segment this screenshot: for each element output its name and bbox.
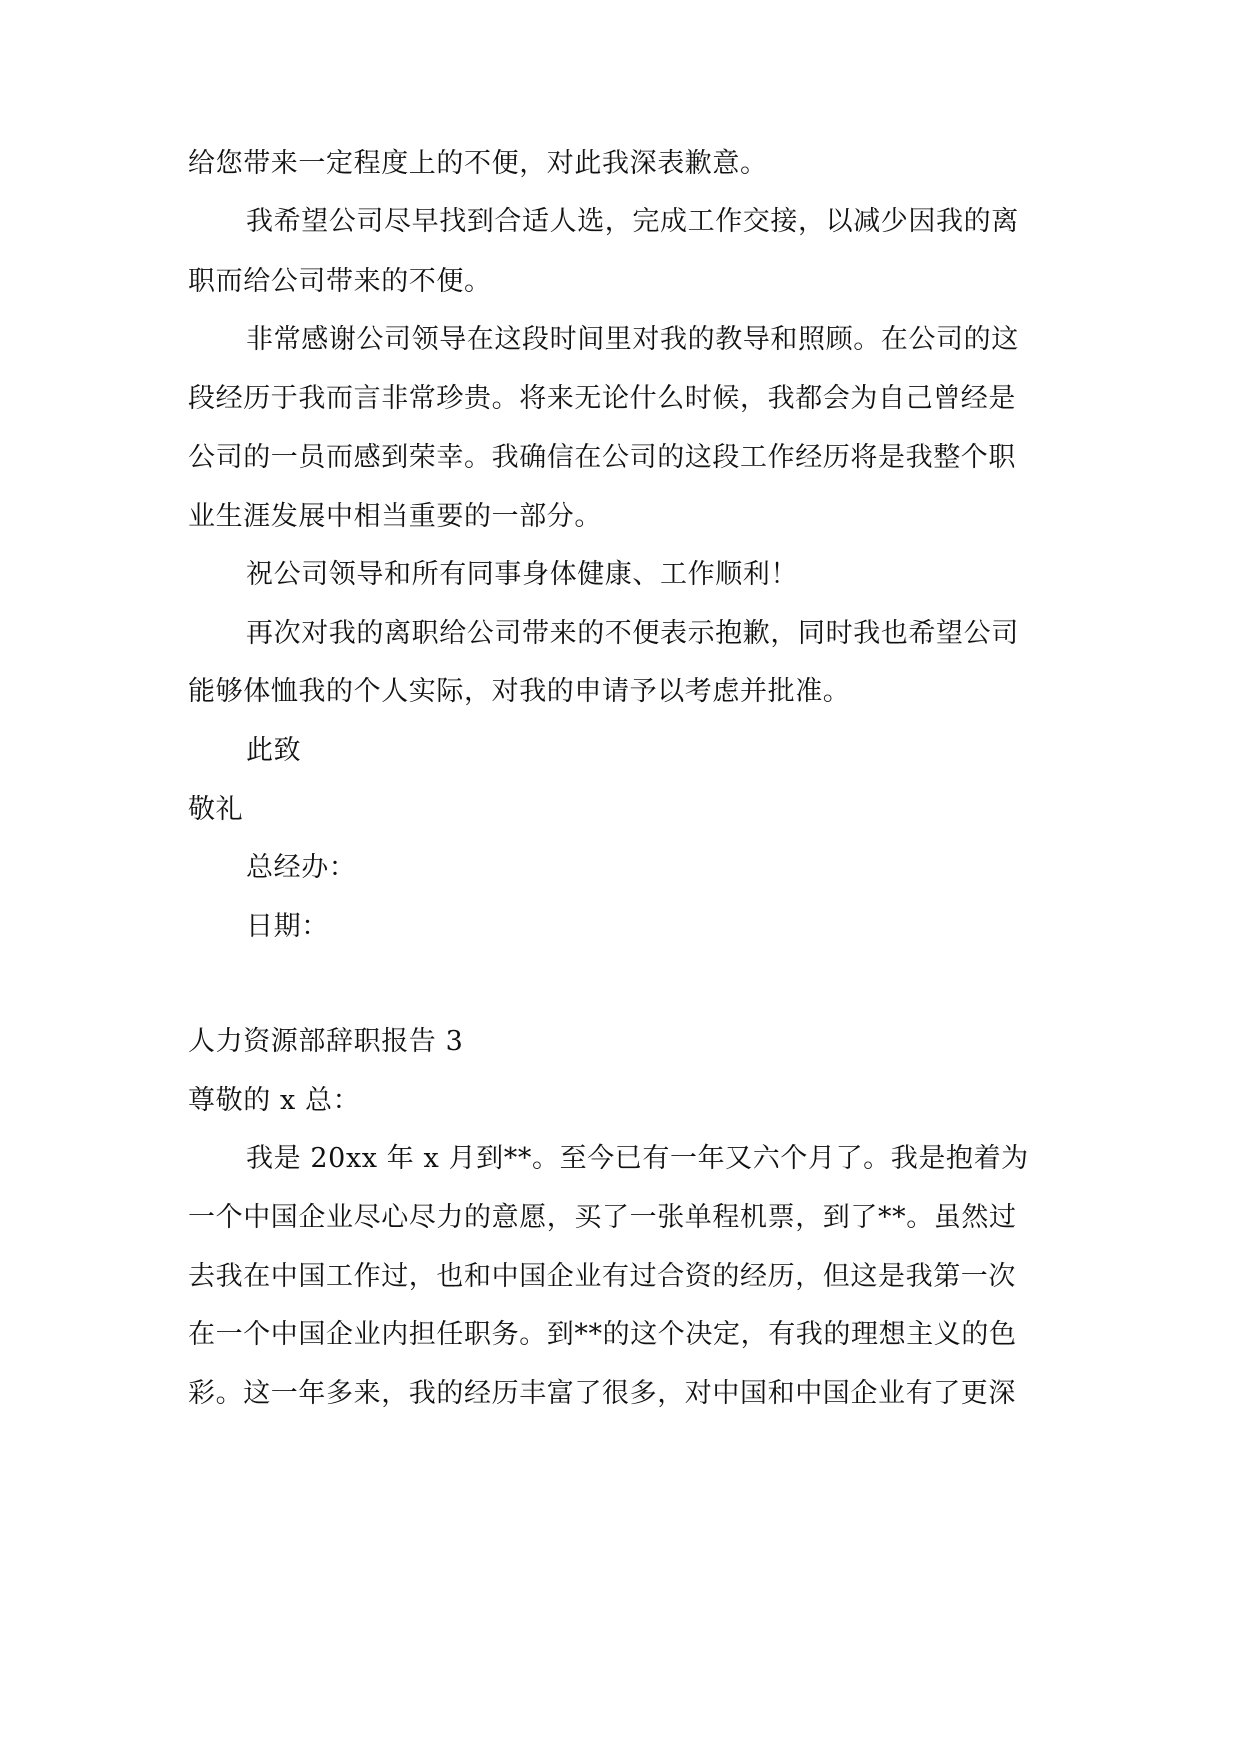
date-label: 日期： [246, 911, 329, 942]
paragraph-line: 公司的一员而感到荣幸。我确信在公司的这段工作经历将是我整个职 [188, 442, 1016, 473]
closing-salutation: 此致 [246, 735, 302, 766]
paragraph-line: 祝公司领导和所有同事身体健康、工作顺利！ [246, 559, 798, 590]
paragraph-line: 我希望公司尽早找到合适人选，完成工作交接，以减少因我的离 [246, 206, 1019, 237]
paragraph-line: 给您带来一定程度上的不便，对此我深表歉意。 [188, 148, 768, 179]
closing-regards: 敬礼 [188, 794, 244, 825]
paragraph-line: 一个中国企业尽心尽力的意愿，买了一张单程机票，到了**。虽然过 [188, 1202, 1017, 1233]
paragraph-line: 在一个中国企业内担任职务。到**的这个决定，有我的理想主义的色 [188, 1319, 1017, 1350]
section-title: 人力资源部辞职报告 3 [188, 1026, 464, 1057]
paragraph-line: 职而给公司带来的不便。 [188, 266, 492, 297]
paragraph-line: 能够体恤我的个人实际，对我的申请予以考虑并批准。 [188, 676, 851, 707]
paragraph-line: 非常感谢公司领导在这段时间里对我的教导和照顾。在公司的这 [246, 324, 1019, 355]
paragraph-line: 再次对我的离职给公司带来的不便表示抱歉，同时我也希望公司 [246, 618, 1019, 649]
paragraph-line: 业生涯发展中相当重要的一部分。 [188, 501, 602, 532]
paragraph-line: 去我在中国工作过，也和中国企业有过合资的经历，但这是我第一次 [188, 1261, 1016, 1292]
signature-label: 总经办： [246, 852, 357, 883]
paragraph-line: 段经历于我而言非常珍贵。将来无论什么时候，我都会为自己曾经是 [188, 383, 1016, 414]
paragraph-line: 我是 20xx 年 x 月到**。至今已有一年又六个月了。我是抱着为 [246, 1143, 1029, 1174]
letter-greeting: 尊敬的 x 总： [188, 1085, 361, 1116]
paragraph-line: 彩。这一年多来，我的经历丰富了很多，对中国和中国企业有了更深 [188, 1378, 1016, 1409]
